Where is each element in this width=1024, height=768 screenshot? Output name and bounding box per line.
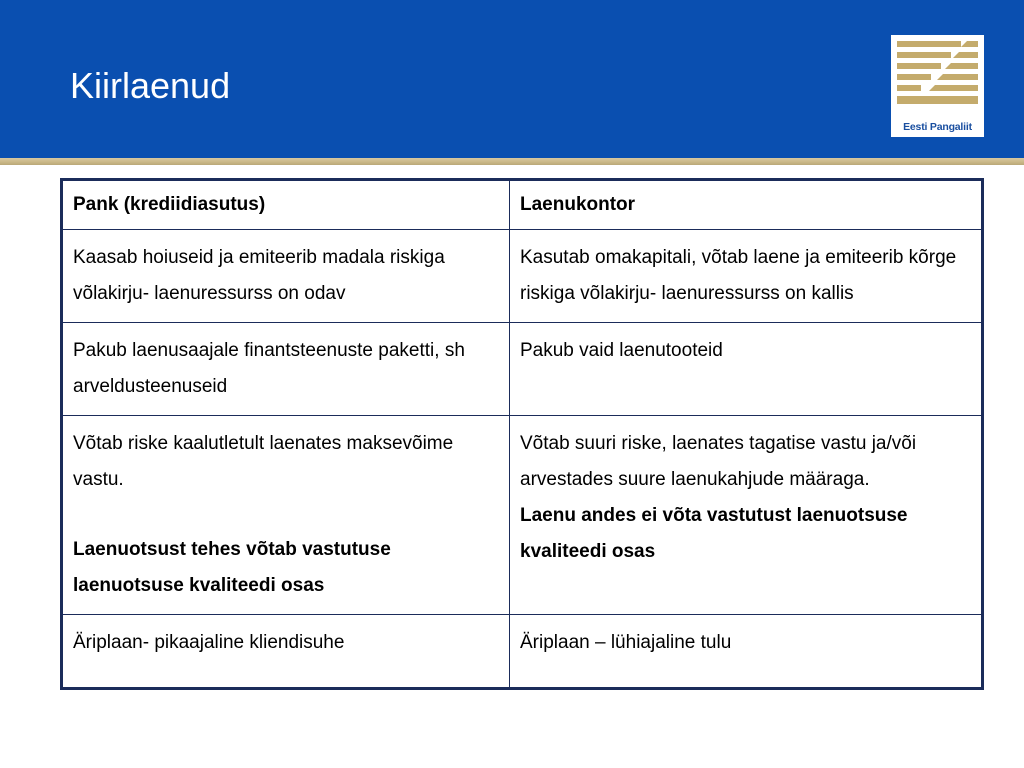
- table-row: [62, 416, 983, 615]
- header-divider: [0, 158, 1024, 165]
- logo-text: Eesti Pangaliit: [903, 121, 972, 133]
- column-header-bank: Pank (krediidiasutus): [62, 180, 510, 230]
- cell-text: Võtab riske kaalutletult laenates maksevõime vastu.: [73, 433, 454, 490]
- lender-cell: [510, 323, 983, 416]
- cell-text: Pakub vaid laenutooteid: [520, 340, 723, 361]
- cell-text: Äriplaan- pikaajaline kliendisuhe: [73, 632, 345, 653]
- logo-emblem-icon: [897, 41, 978, 113]
- bank-cell: [62, 416, 510, 615]
- slide-title: Kiirlaenud: [70, 65, 231, 106]
- cell-text: Pakub laenusaajale finantsteenuste paketti, sh arveldusteenuseid: [73, 340, 465, 397]
- table-row: [62, 230, 983, 323]
- bank-cell: [62, 615, 510, 689]
- table-row: [62, 323, 983, 416]
- cell-text: Äriplaan – lühiajaline tulu: [520, 632, 732, 653]
- cell-text: Kaasab hoiuseid ja emiteerib madala riskiga võlakirju- laenuressurss on odav: [73, 247, 445, 304]
- lender-cell: [510, 615, 983, 689]
- table-row: [62, 615, 983, 689]
- lender-cell: [510, 230, 983, 323]
- table-header-row: [62, 180, 983, 230]
- bank-cell: [62, 230, 510, 323]
- cell-text: Võtab suuri riske, laenates tagatise vastu ja/või arvestades suure laenukahjude määraga.: [520, 433, 917, 490]
- column-header-lender: Laenukontor: [510, 180, 983, 230]
- bank-cell: [62, 323, 510, 416]
- cell-emphasis-text: Laenu andes ei võta vastutust laenuotsuse kvaliteedi osas: [520, 505, 908, 562]
- eesti-pangaliit-logo: [891, 35, 984, 137]
- comparison-table: [60, 178, 984, 690]
- cell-emphasis-text: Laenuotsust tehes võtab vastutuse laenuotsuse kvaliteedi osas: [73, 539, 391, 596]
- cell-text: Kasutab omakapitali, võtab laene ja emiteerib kõrge riskiga võlakirju- laenuressurss on kallis: [520, 247, 957, 304]
- lender-cell: [510, 416, 983, 615]
